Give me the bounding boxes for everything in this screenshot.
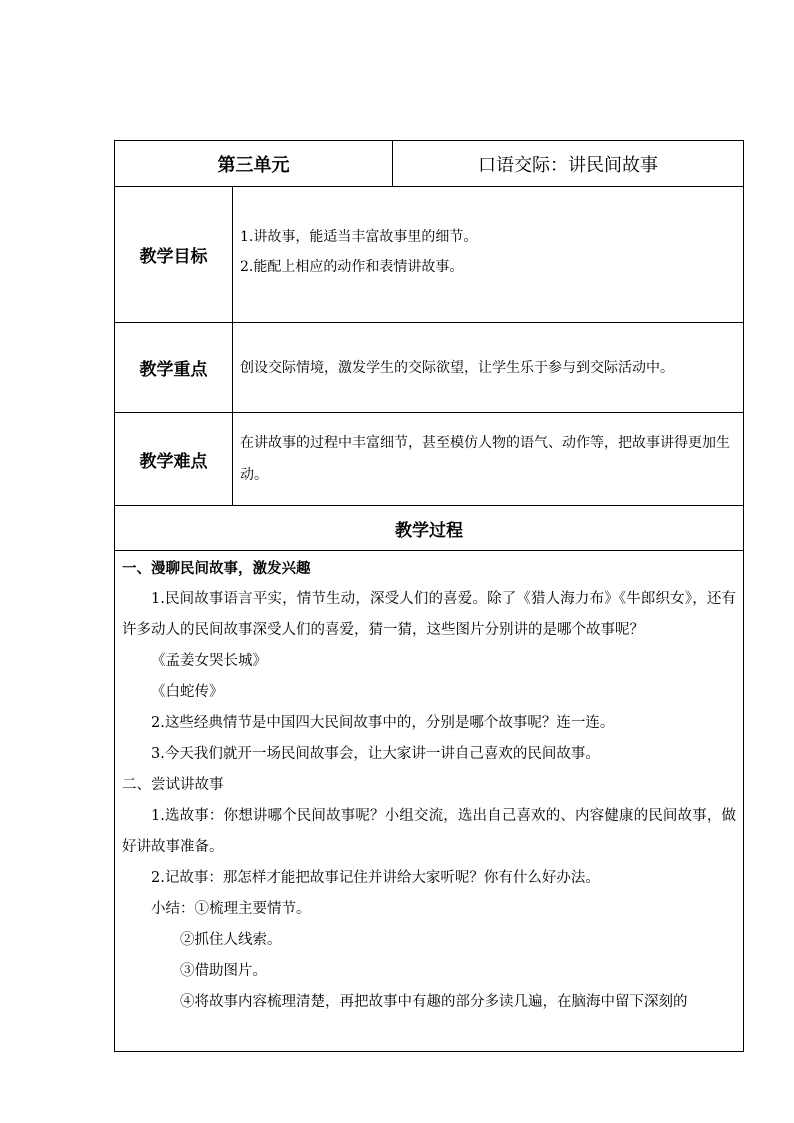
- summary-line: [122, 894, 736, 925]
- summary-item: ③借助图片。: [180, 963, 267, 979]
- unit-cell: [115, 141, 392, 186]
- process-title: 教学过程: [395, 520, 463, 541]
- summary-label: 小结：: [151, 901, 195, 917]
- difficulties-text: 在讲故事的过程中丰富细节，甚至模仿人物的语气、动作等，把故事讲得更加生动。: [240, 435, 730, 483]
- goals-content: [233, 187, 743, 322]
- section2-heading: 二、尝试讲故事: [122, 777, 224, 793]
- goals-row: [115, 187, 743, 323]
- paragraph: 3.今天我们就开一场民间故事会，让大家讲一讲自己喜欢的民间故事。: [151, 746, 600, 762]
- key-points-text: 创设交际情境，激发学生的交际欲望，让学生乐于参与到交际活动中。: [240, 359, 674, 376]
- section1-heading: 一、漫聊民间故事，激发兴趣: [122, 560, 311, 577]
- summary-item: ④将故事内容梳理清楚，再把故事中有趣的部分多读几遍，在脑海中留下深刻的: [180, 994, 688, 1010]
- difficulties-row: [115, 413, 743, 506]
- difficulties-label-cell: [115, 413, 232, 505]
- difficulties-content: [233, 413, 743, 505]
- key-points-content: [233, 323, 743, 412]
- difficulties-label: 教学难点: [139, 451, 208, 472]
- key-points-row: [115, 323, 743, 413]
- goals-label: 教学目标: [139, 247, 208, 267]
- paragraph: 2.这些经典情节是中国四大民间故事中的，分别是哪个故事呢？连一连。: [151, 715, 615, 731]
- key-points-label-cell: [115, 323, 232, 412]
- topic-cell: [393, 141, 743, 186]
- process-body: [115, 551, 743, 1051]
- paragraph: 1.选故事：你想讲哪个民间故事呢？小组交流，选出自己喜欢的、内容健康的民间故事，做好讲故事准备。: [122, 808, 736, 855]
- key-points-label: 教学重点: [139, 360, 208, 380]
- header-row: [115, 141, 743, 187]
- topic-title: 口语交际：讲民间故事: [478, 154, 658, 176]
- goal-item: 2.能配上相应的动作和表情讲故事。: [240, 258, 464, 275]
- goals-label-cell: [115, 187, 232, 322]
- summary-item: ②抓住人线索。: [180, 932, 282, 948]
- paragraph: 1.民间故事语言平实，情节生动，深受人们的喜爱。除了《猎人海力布》《牛郎织女》，还有许多动人的民间故事深受人们的喜爱，猜一猜，这些图片分别讲的是哪个故事呢？: [122, 591, 736, 638]
- goal-item: 1.讲故事，能适当丰富故事里的细节。: [240, 228, 478, 245]
- unit-title: 第三单元: [217, 154, 290, 176]
- story-title: 《孟姜女哭长城》: [151, 653, 267, 669]
- summary-item: ①梳理主要情节。: [194, 901, 311, 917]
- process-title-cell: [115, 506, 743, 550]
- story-title: 《白蛇传》: [151, 684, 224, 700]
- paragraph: 2.记故事：那怎样才能把故事记住并讲给大家听呢？你有什么好办法。: [151, 870, 600, 886]
- process-title-row: [115, 506, 743, 551]
- lesson-plan-table: [114, 140, 744, 1052]
